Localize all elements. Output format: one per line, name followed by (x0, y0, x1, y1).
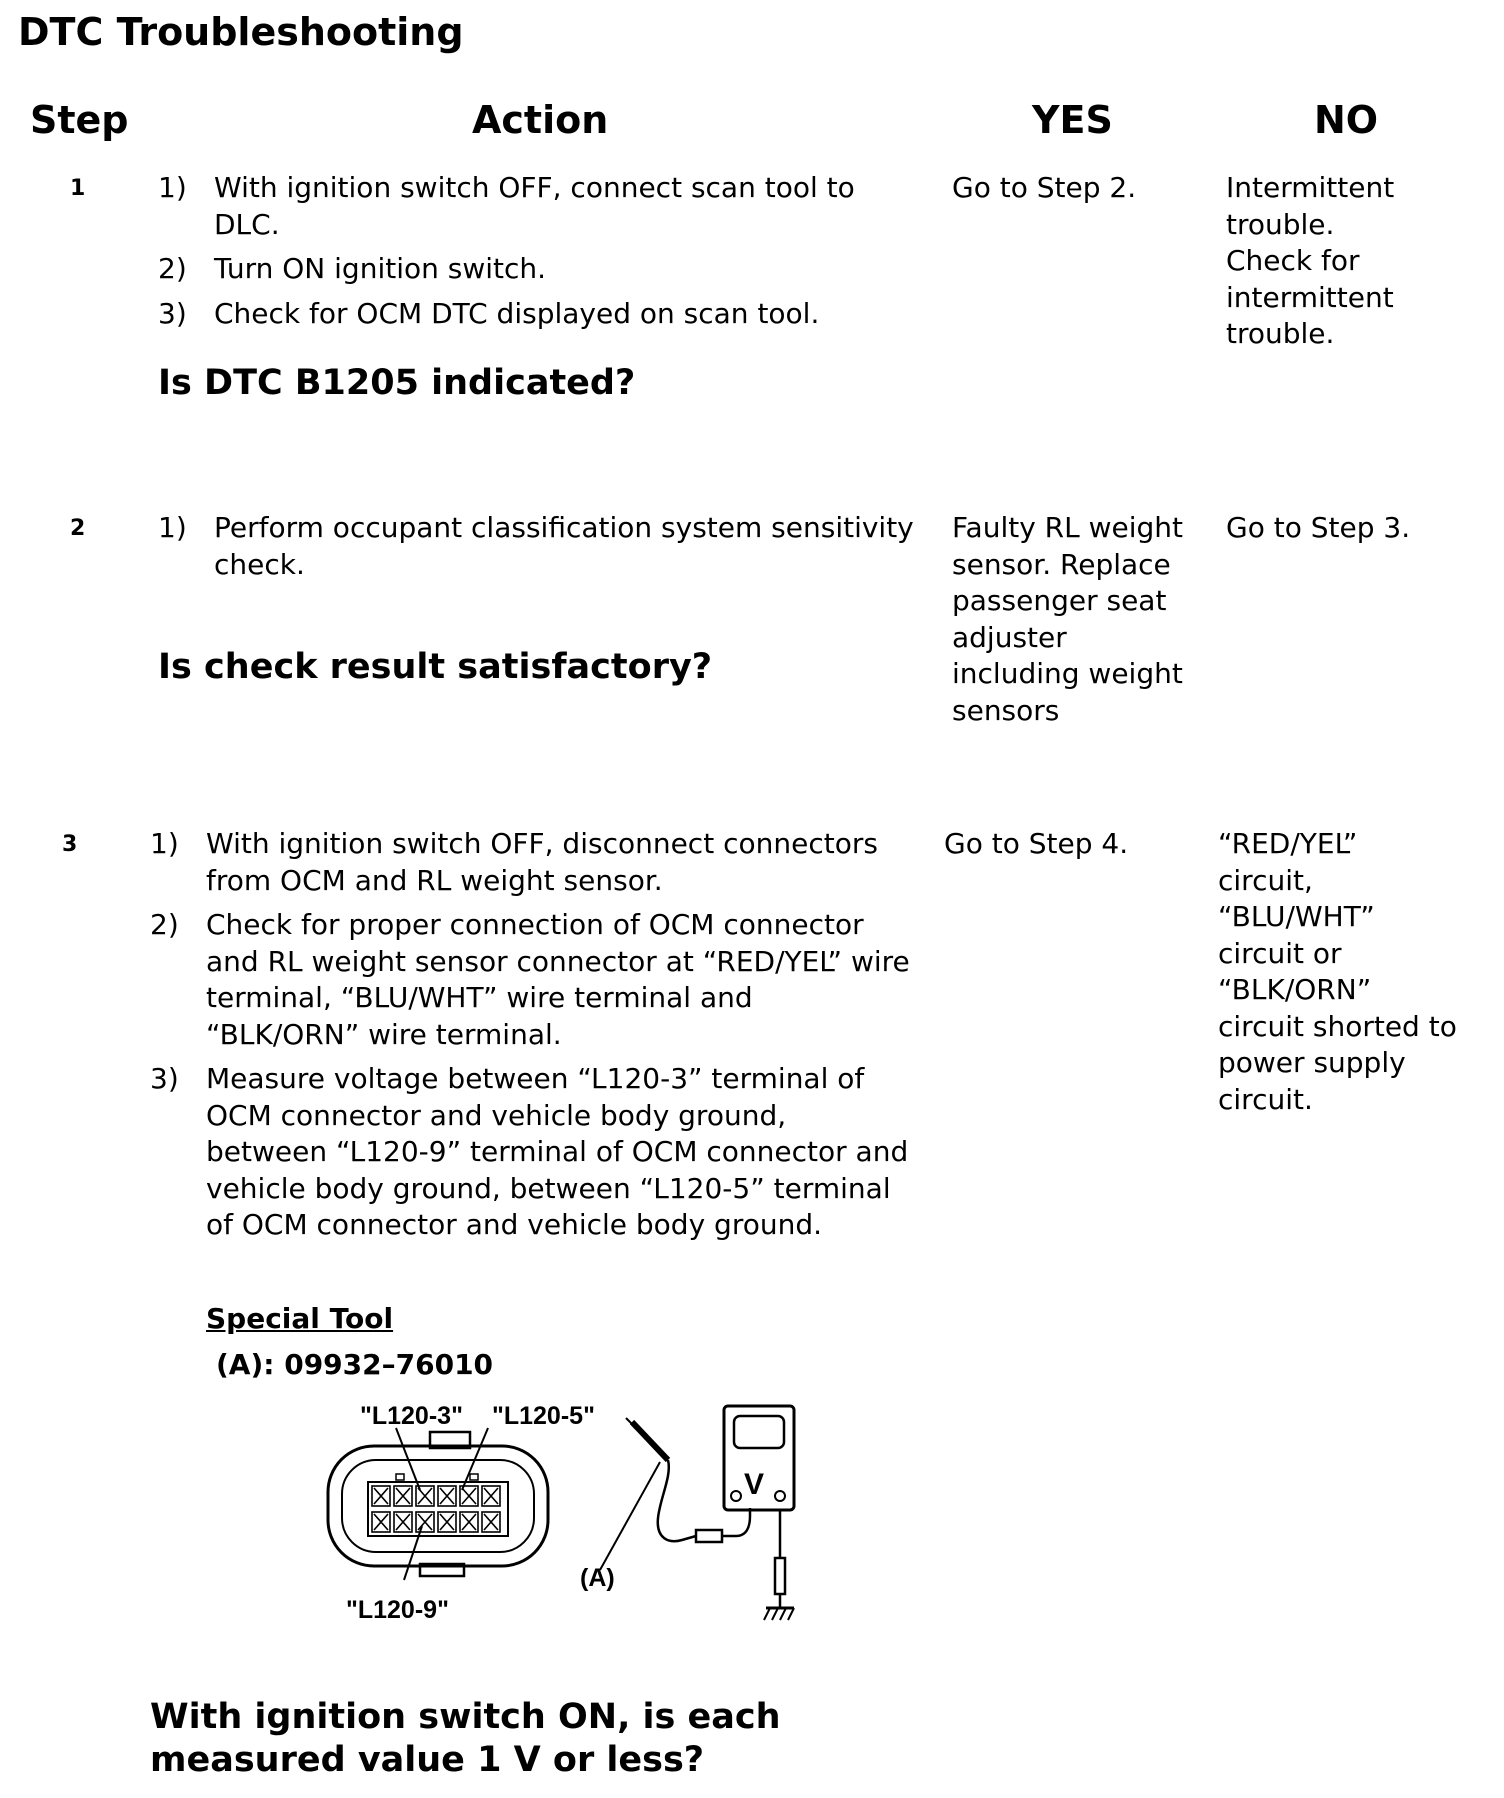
label-l120-3: "L120-3" (360, 1402, 463, 1430)
action-text: With ignition switch OFF, disconnect connectors from OCM and RL weight sensor. (206, 827, 878, 897)
step-3-action-3 (150, 1061, 910, 1244)
action-text: Turn ON ignition switch. (214, 252, 547, 285)
action-text: Check for OCM DTC displayed on scan tool. (214, 296, 820, 330)
step-2-yes: Faulty RL weight sensor. Replace passenger seat adjuster including weight sensors (952, 511, 1184, 727)
action-number: 2) (158, 252, 187, 285)
step-1-number: 1 (70, 176, 86, 201)
connector-icon (328, 1428, 548, 1580)
action-number: 1) (158, 511, 187, 544)
label-l120-9: "L120-9" (346, 1596, 449, 1624)
action-number: 1) (150, 827, 179, 860)
action-number: 3) (158, 296, 187, 330)
probe-lead (600, 1418, 785, 1594)
step-1-action-1 (158, 170, 918, 243)
step-2-question: Is check result satisfactory? (158, 647, 713, 687)
step-3-actions (150, 826, 910, 1252)
step-3-number: 3 (62, 832, 78, 857)
column-header-no: NO (1314, 98, 1379, 142)
column-header-action: Action (472, 98, 609, 142)
step-3-action-2 (150, 907, 910, 1053)
action-text: With ignition switch OFF, connect scan tool to DLC. (214, 171, 855, 241)
step-1-yes: Go to Step 2. (952, 171, 1137, 204)
step-1-action-2 (158, 251, 918, 288)
step-2-number: 2 (70, 516, 86, 541)
page-title: DTC Troubleshooting (18, 10, 464, 54)
action-number: 1) (158, 171, 187, 204)
step-3-question: With ignition switch ON, is each measured value 1 V or less? (150, 1697, 781, 1780)
step-1-no: Intermittent trouble. Check for intermittent trouble. (1226, 171, 1395, 350)
step-1-action-3 (158, 296, 918, 333)
step-1-actions (158, 170, 918, 340)
voltage-measurement-diagram (320, 1398, 820, 1638)
meter-symbol: V (744, 1468, 765, 1501)
step-3-yes: Go to Step 4. (944, 827, 1129, 860)
action-number: 3) (150, 1062, 179, 1095)
action-text: Measure voltage between “L120-3” terminal of OCM connector and vehicle body ground, between “L120-9” terminal of OCM connector and vehicle body ground, between “L120-5” terminal of OCM connector and vehicle body ground. (206, 1062, 909, 1241)
step-2-action-1 (158, 510, 918, 583)
step-3-no: “RED/YEL” circuit, “BLU/WHT” circuit or “BLK/ORN” circuit shorted to power supply circuit. (1218, 827, 1457, 1116)
label-l120-5: "L120-5" (492, 1402, 595, 1430)
action-text: Perform occupant classification system sensitivity check. (214, 511, 914, 581)
action-text: Check for proper connection of OCM connector and RL weight sensor connector at “RED/YEL” wire terminal, “BLU/WHT” wire terminal and “BLK/ORN” wire terminal. (206, 908, 910, 1051)
ground-symbol-icon (764, 1594, 794, 1620)
label-special-tool-a: (A) (580, 1564, 615, 1592)
step-3-action-1 (150, 826, 910, 899)
step-1-question: Is DTC B1205 indicated? (158, 363, 636, 403)
special-tool-value: (A): 09932–76010 (216, 1348, 494, 1381)
column-header-step: Step (30, 98, 129, 142)
action-number: 2) (150, 908, 179, 941)
column-header-yes: YES (1032, 98, 1113, 142)
step-2-no: Go to Step 3. (1226, 511, 1411, 544)
special-tool-heading: Special Tool (206, 1302, 394, 1335)
step-2-actions (158, 510, 918, 591)
